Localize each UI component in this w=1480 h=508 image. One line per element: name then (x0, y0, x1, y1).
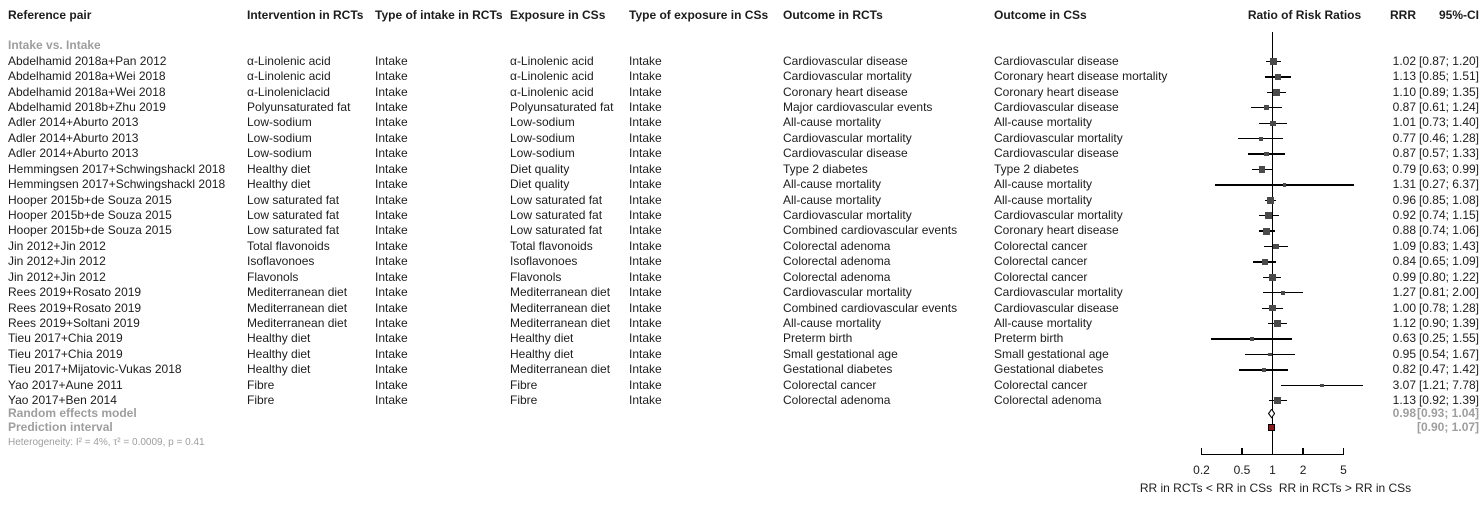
cell-rrr: 0.87 (1392, 146, 1416, 161)
cell-reference-pair: Hooper 2015b+de Souza 2015 (8, 208, 172, 222)
cell-rrr: 1.12 (1392, 315, 1416, 330)
cell-rrr: 3.07 (1392, 377, 1416, 392)
cell-exposure-css: α-Linolenic acid (510, 69, 594, 84)
cell-95-ci: [0.87; 1.20] (1418, 53, 1479, 68)
cell-type-exposure-css: Intake (629, 315, 662, 330)
point-marker (1263, 228, 1270, 235)
cell-exposure-css: Diet quality (510, 177, 570, 192)
cell-outcome-css: Gestational diabetes (994, 362, 1104, 377)
group-label: Intake vs. Intake (8, 38, 101, 53)
cell-reference-pair: Tieu 2017+Chia 2019 (8, 346, 123, 361)
cell-outcome-css: Coronary heart disease (994, 84, 1119, 99)
cell-intervention-rcts: Healthy diet (247, 346, 311, 361)
cell-type-exposure-css: Intake (629, 192, 662, 207)
cell-exposure-css: Polyunsaturated fat (510, 100, 614, 115)
cell-intervention-rcts: Healthy diet (247, 161, 311, 176)
cell-outcome-rcts: Colorectal cancer (783, 377, 877, 392)
cell-outcome-css: Cardiovascular mortality (994, 285, 1123, 300)
cell-outcome-css: Cardiovascular disease (994, 100, 1119, 115)
point-marker (1262, 259, 1268, 265)
cell-type-intake-rcts: Intake (375, 269, 408, 284)
header-type-intake-rcts: Type of intake in RCTs (375, 8, 503, 22)
cell-reference-pair: Adler 2014+Aburto 2013 (8, 146, 139, 161)
cell-95-ci: [0.85; 1.51] (1418, 69, 1479, 84)
cell-rrr: 1.10 (1392, 84, 1416, 99)
cell-exposure-css: Low saturated fat (510, 192, 603, 207)
cell-type-intake-rcts: Intake (375, 223, 408, 238)
cell-intervention-rcts: α-Linolenic acid (247, 69, 331, 84)
cell-type-intake-rcts: Intake (375, 362, 408, 377)
cell-intervention-rcts: Flavonols (247, 269, 299, 284)
cell-reference-pair: Tieu 2017+Chia 2019 (8, 331, 123, 346)
cell-outcome-css: Cardiovascular disease (994, 53, 1119, 68)
cell-95-ci: [0.74; 1.06] (1418, 223, 1479, 238)
random-effects-rrr: 0.98 (1392, 405, 1416, 420)
cell-exposure-css: Low-sodium (510, 130, 575, 145)
cell-outcome-rcts: Small gestational age (783, 346, 898, 361)
cell-exposure-css: Fibre (510, 393, 538, 408)
cell-type-intake-rcts: Intake (375, 377, 408, 392)
cell-95-ci: [0.90; 1.39] (1418, 315, 1479, 330)
point-marker (1273, 89, 1280, 96)
x-axis-tick-label: 5 (1340, 463, 1347, 477)
header-exposure-css: Exposure in CSs (510, 8, 606, 22)
cell-outcome-css: Colorectal cancer (994, 269, 1088, 284)
cell-type-exposure-css: Intake (629, 161, 662, 176)
cell-exposure-css: Mediterranean diet (510, 362, 611, 377)
cell-type-exposure-css: Intake (629, 393, 662, 408)
cell-type-exposure-css: Intake (629, 300, 662, 315)
cell-type-intake-rcts: Intake (375, 69, 408, 84)
summary-diamond (1268, 409, 1275, 419)
cell-intervention-rcts: Mediterranean diet (247, 285, 348, 300)
cell-type-exposure-css: Intake (629, 84, 662, 99)
cell-intervention-rcts: α-Linolenic acid (247, 53, 331, 68)
cell-intervention-rcts: α-Linoleniclacid (247, 84, 330, 99)
cell-type-intake-rcts: Intake (375, 238, 408, 253)
point-marker (1320, 384, 1324, 388)
cell-type-exposure-css: Intake (629, 69, 662, 84)
point-marker (1259, 166, 1266, 173)
x-axis-tick (1302, 448, 1303, 456)
prediction-interval-label: Prediction interval (8, 419, 113, 434)
cell-rrr: 1.09 (1392, 238, 1416, 253)
heterogeneity-text: Heterogeneity: I² = 4%, τ² = 0.0009, p = 0.41 (8, 436, 205, 448)
cell-95-ci: [0.65; 1.09] (1418, 254, 1479, 269)
cell-outcome-css: Cardiovascular mortality (994, 208, 1123, 222)
cell-reference-pair: Hemmingsen 2017+Schwingshackl 2018 (8, 177, 226, 192)
cell-intervention-rcts: Mediterranean diet (247, 300, 348, 315)
cell-rrr: 0.95 (1392, 346, 1416, 361)
cell-outcome-css: Coronary heart disease mortality (994, 69, 1168, 84)
cell-intervention-rcts: Low-sodium (247, 130, 312, 145)
cell-type-intake-rcts: Intake (375, 177, 408, 192)
x-axis-tick-label: 1 (1269, 463, 1276, 477)
cell-type-intake-rcts: Intake (375, 315, 408, 330)
cell-95-ci: [1.21; 7.78] (1418, 377, 1479, 392)
cell-reference-pair: Abdelhamid 2018a+Wei 2018 (8, 84, 166, 99)
cell-rrr: 1.00 (1392, 300, 1416, 315)
header-outcome-css: Outcome in CSs (994, 8, 1087, 22)
axis-label-right: RR in RCTs > RR in CSs (1278, 481, 1412, 495)
cell-type-exposure-css: Intake (629, 130, 662, 145)
x-axis-tick-label: 0.2 (1193, 463, 1210, 477)
cell-reference-pair: Hemmingsen 2017+Schwingshackl 2018 (8, 161, 226, 176)
cell-outcome-css: All-cause mortality (994, 315, 1093, 330)
cell-95-ci: [0.25; 1.55] (1418, 331, 1479, 346)
cell-outcome-css: Colorectal adenoma (994, 393, 1102, 408)
cell-exposure-css: Flavonols (510, 269, 562, 284)
cell-outcome-css: Colorectal cancer (994, 254, 1088, 269)
cell-rrr: 1.01 (1392, 115, 1416, 130)
point-marker (1270, 58, 1277, 65)
point-marker (1269, 305, 1275, 311)
header-ratio-of-risk-ratios: Ratio of Risk Ratios (1247, 8, 1362, 22)
x-axis-tick (1272, 448, 1273, 456)
cell-exposure-css: Low saturated fat (510, 208, 603, 222)
point-marker (1274, 320, 1281, 327)
cell-95-ci: [0.63; 0.99] (1418, 161, 1479, 176)
cell-reference-pair: Adler 2014+Aburto 2013 (8, 115, 139, 130)
cell-intervention-rcts: Low saturated fat (247, 208, 340, 222)
cell-type-exposure-css: Intake (629, 331, 662, 346)
cell-type-intake-rcts: Intake (375, 346, 408, 361)
cell-type-exposure-css: Intake (629, 115, 662, 130)
cell-type-intake-rcts: Intake (375, 254, 408, 269)
cell-type-intake-rcts: Intake (375, 115, 408, 130)
cell-type-intake-rcts: Intake (375, 161, 408, 176)
point-marker (1273, 244, 1279, 250)
cell-reference-pair: Hooper 2015b+de Souza 2015 (8, 223, 172, 238)
cell-outcome-css: Colorectal cancer (994, 238, 1088, 253)
cell-rrr: 0.79 (1392, 161, 1416, 176)
cell-outcome-css: Cardiovascular mortality (994, 130, 1123, 145)
cell-95-ci: [0.89; 1.35] (1418, 84, 1479, 99)
point-marker (1264, 152, 1268, 156)
cell-exposure-css: Low saturated fat (510, 223, 603, 238)
x-axis-tick-label: 2 (1299, 463, 1307, 477)
cell-reference-pair: Rees 2019+Rosato 2019 (8, 300, 142, 315)
cell-rrr: 0.96 (1392, 192, 1416, 207)
cell-outcome-css: Cardiovascular disease (994, 300, 1119, 315)
cell-reference-pair: Abdelhamid 2018b+Zhu 2019 (8, 100, 166, 115)
cell-95-ci: [0.92; 1.39] (1418, 393, 1479, 408)
x-axis-tick (1201, 448, 1202, 456)
cell-type-exposure-css: Intake (629, 377, 662, 392)
cell-outcome-css: Small gestational age (994, 346, 1109, 361)
cell-exposure-css: Fibre (510, 377, 538, 392)
cell-95-ci: [0.85; 1.08] (1418, 192, 1479, 207)
cell-reference-pair: Abdelhamid 2018a+Pan 2012 (8, 53, 167, 68)
cell-reference-pair: Abdelhamid 2018a+Wei 2018 (8, 69, 166, 84)
cell-outcome-rcts: All-cause mortality (783, 192, 882, 207)
cell-outcome-rcts: All-cause mortality (783, 115, 882, 130)
cell-95-ci: [0.57; 1.33] (1418, 146, 1479, 161)
cell-type-intake-rcts: Intake (375, 208, 408, 222)
cell-outcome-rcts: Type 2 diabetes (783, 161, 868, 176)
cell-outcome-rcts: Major cardiovascular events (783, 100, 933, 115)
point-marker (1264, 105, 1269, 110)
point-marker (1267, 197, 1274, 204)
cell-exposure-css: Low-sodium (510, 146, 575, 161)
cell-exposure-css: Low-sodium (510, 115, 575, 130)
cell-reference-pair: Jin 2012+Jin 2012 (8, 238, 106, 253)
cell-intervention-rcts: Low-sodium (247, 146, 312, 161)
cell-exposure-css: Mediterranean diet (510, 315, 611, 330)
cell-95-ci: [0.54; 1.67] (1418, 346, 1479, 361)
summary-diamond-fill (1269, 410, 1274, 417)
cell-outcome-rcts: Colorectal adenoma (783, 269, 891, 284)
cell-95-ci: [0.61; 1.24] (1418, 100, 1479, 115)
cell-intervention-rcts: Total flavonoids (247, 238, 330, 253)
cell-outcome-rcts: Cardiovascular mortality (783, 69, 912, 84)
cell-type-exposure-css: Intake (629, 238, 662, 253)
cell-rrr: 1.31 (1392, 177, 1416, 192)
cell-type-intake-rcts: Intake (375, 192, 408, 207)
cell-rrr: 1.13 (1392, 393, 1416, 408)
cell-outcome-css: All-cause mortality (994, 115, 1093, 130)
cell-outcome-rcts: Cardiovascular mortality (783, 208, 912, 222)
point-marker (1275, 74, 1281, 80)
cell-reference-pair: Rees 2019+Soltani 2019 (8, 315, 140, 330)
cell-outcome-css: All-cause mortality (994, 177, 1093, 192)
cell-outcome-rcts: Colorectal adenoma (783, 393, 891, 408)
point-marker (1274, 397, 1281, 404)
point-marker (1269, 274, 1276, 281)
cell-exposure-css: Mediterranean diet (510, 285, 611, 300)
cell-exposure-css: Healthy diet (510, 331, 574, 346)
cell-intervention-rcts: Fibre (247, 377, 275, 392)
cell-type-exposure-css: Intake (629, 146, 662, 161)
cell-type-exposure-css: Intake (629, 100, 662, 115)
cell-intervention-rcts: Low-sodium (247, 115, 312, 130)
random-effects-label: Random effects model (8, 405, 137, 420)
cell-outcome-rcts: Gestational diabetes (783, 362, 893, 377)
random-effects-ci: [0.93; 1.04] (1417, 405, 1480, 420)
cell-type-exposure-css: Intake (629, 223, 662, 238)
cell-outcome-css: Preterm birth (994, 331, 1064, 346)
cell-95-ci: [0.80; 1.22] (1418, 269, 1479, 284)
cell-outcome-rcts: Coronary heart disease (783, 84, 908, 99)
cell-type-exposure-css: Intake (629, 254, 662, 269)
cell-exposure-css: Total flavonoids (510, 238, 593, 253)
cell-type-intake-rcts: Intake (375, 146, 408, 161)
cell-outcome-rcts: Cardiovascular disease (783, 146, 908, 161)
axis-label-left: RR in RCTs < RR in CSs (1139, 481, 1273, 495)
cell-outcome-css: All-cause mortality (994, 192, 1093, 207)
cell-outcome-css: Coronary heart disease (994, 223, 1119, 238)
cell-type-exposure-css: Intake (629, 177, 662, 192)
x-axis-tick-label: 0.5 (1233, 463, 1251, 477)
cell-95-ci: [0.47; 1.42] (1418, 362, 1479, 377)
cell-rrr: 1.02 (1392, 53, 1416, 68)
cell-outcome-rcts: Cardiovascular disease (783, 53, 908, 68)
prediction-interval-ci: [0.90; 1.07] (1417, 419, 1480, 434)
x-axis-tick (1241, 448, 1242, 456)
cell-reference-pair: Hooper 2015b+de Souza 2015 (8, 192, 172, 207)
cell-intervention-rcts: Healthy diet (247, 331, 311, 346)
cell-type-exposure-css: Intake (629, 269, 662, 284)
cell-type-exposure-css: Intake (629, 53, 662, 68)
cell-95-ci: [0.27; 6.37] (1418, 177, 1479, 192)
cell-reference-pair: Tieu 2017+Mijatovic-Vukas 2018 (8, 362, 182, 377)
point-marker (1281, 291, 1285, 295)
point-marker (1250, 337, 1254, 341)
cell-rrr: 0.77 (1392, 130, 1416, 145)
cell-type-intake-rcts: Intake (375, 300, 408, 315)
cell-rrr: 0.92 (1392, 208, 1416, 222)
cell-exposure-css: α-Linolenic acid (510, 84, 594, 99)
cell-outcome-rcts: Cardiovascular mortality (783, 130, 912, 145)
cell-intervention-rcts: Isoflavonoes (247, 254, 315, 269)
cell-intervention-rcts: Polyunsaturated fat (247, 100, 351, 115)
point-marker (1262, 368, 1266, 372)
cell-type-exposure-css: Intake (629, 362, 662, 377)
point-marker (1270, 121, 1275, 126)
cell-type-exposure-css: Intake (629, 208, 662, 222)
cell-intervention-rcts: Fibre (247, 393, 275, 408)
cell-intervention-rcts: Healthy diet (247, 177, 311, 192)
cell-intervention-rcts: Low saturated fat (247, 192, 340, 207)
cell-intervention-rcts: Mediterranean diet (247, 315, 348, 330)
cell-outcome-rcts: Combined cardiovascular events (783, 223, 958, 238)
point-marker (1259, 137, 1263, 141)
cell-rrr: 0.87 (1392, 100, 1416, 115)
cell-exposure-css: Diet quality (510, 161, 570, 176)
cell-reference-pair: Yao 2017+Aune 2011 (8, 377, 123, 392)
cell-outcome-css: Colorectal cancer (994, 377, 1088, 392)
cell-outcome-rcts: Preterm birth (783, 331, 853, 346)
cell-exposure-css: α-Linolenic acid (510, 53, 594, 68)
header-intervention-rcts: Intervention in RCTs (247, 8, 364, 22)
cell-95-ci: [0.83; 1.43] (1418, 238, 1479, 253)
cell-rrr: 0.82 (1392, 362, 1416, 377)
point-marker (1268, 353, 1272, 357)
cell-type-intake-rcts: Intake (375, 84, 408, 99)
cell-rrr: 0.63 (1392, 331, 1416, 346)
cell-intervention-rcts: Healthy diet (247, 362, 311, 377)
cell-type-intake-rcts: Intake (375, 393, 408, 408)
cell-type-intake-rcts: Intake (375, 331, 408, 346)
cell-reference-pair: Yao 2017+Ben 2014 (8, 393, 117, 408)
cell-rrr: 1.13 (1392, 69, 1416, 84)
cell-95-ci: [0.78; 1.28] (1418, 300, 1479, 315)
header-type-exposure-css: Type of exposure in CSs (629, 8, 769, 22)
cell-rrr: 0.84 (1392, 254, 1416, 269)
cell-exposure-css: Mediterranean diet (510, 300, 611, 315)
cell-outcome-rcts: Combined cardiovascular events (783, 300, 958, 315)
cell-rrr: 0.88 (1392, 223, 1416, 238)
cell-type-exposure-css: Intake (629, 285, 662, 300)
cell-95-ci: [0.74; 1.15] (1418, 208, 1479, 222)
cell-rrr: 1.27 (1392, 285, 1416, 300)
cell-reference-pair: Jin 2012+Jin 2012 (8, 269, 106, 284)
cell-outcome-rcts: Colorectal adenoma (783, 238, 891, 253)
point-marker (1265, 212, 1272, 219)
cell-outcome-rcts: All-cause mortality (783, 315, 882, 330)
header-95-ci: 95%-CI (1438, 8, 1479, 22)
cell-reference-pair: Jin 2012+Jin 2012 (8, 254, 106, 269)
cell-95-ci: [0.81; 2.00] (1418, 285, 1479, 300)
point-marker (1283, 183, 1287, 187)
cell-type-intake-rcts: Intake (375, 130, 408, 145)
cell-outcome-rcts: Colorectal adenoma (783, 254, 891, 269)
cell-outcome-rcts: Cardiovascular mortality (783, 285, 912, 300)
cell-type-exposure-css: Intake (629, 346, 662, 361)
cell-95-ci: [0.46; 1.28] (1418, 130, 1479, 145)
cell-exposure-css: Healthy diet (510, 346, 574, 361)
cell-exposure-css: Isoflavonoes (510, 254, 578, 269)
cell-intervention-rcts: Low saturated fat (247, 223, 340, 238)
cell-reference-pair: Adler 2014+Aburto 2013 (8, 130, 139, 145)
cell-reference-pair: Rees 2019+Rosato 2019 (8, 285, 142, 300)
cell-95-ci: [0.73; 1.40] (1418, 115, 1479, 130)
header-rrr: RRR (1390, 8, 1416, 22)
cell-outcome-css: Cardiovascular disease (994, 146, 1119, 161)
cell-type-intake-rcts: Intake (375, 285, 408, 300)
prediction-interval-bar (1268, 424, 1276, 430)
header-outcome-rcts: Outcome in RCTs (783, 8, 883, 22)
cell-outcome-rcts: All-cause mortality (783, 177, 882, 192)
header-reference-pair: Reference pair (8, 8, 92, 22)
cell-type-intake-rcts: Intake (375, 53, 408, 68)
x-axis-tick (1343, 448, 1344, 456)
cell-type-intake-rcts: Intake (375, 100, 408, 115)
cell-outcome-css: Type 2 diabetes (994, 161, 1079, 176)
cell-rrr: 0.99 (1392, 269, 1416, 284)
